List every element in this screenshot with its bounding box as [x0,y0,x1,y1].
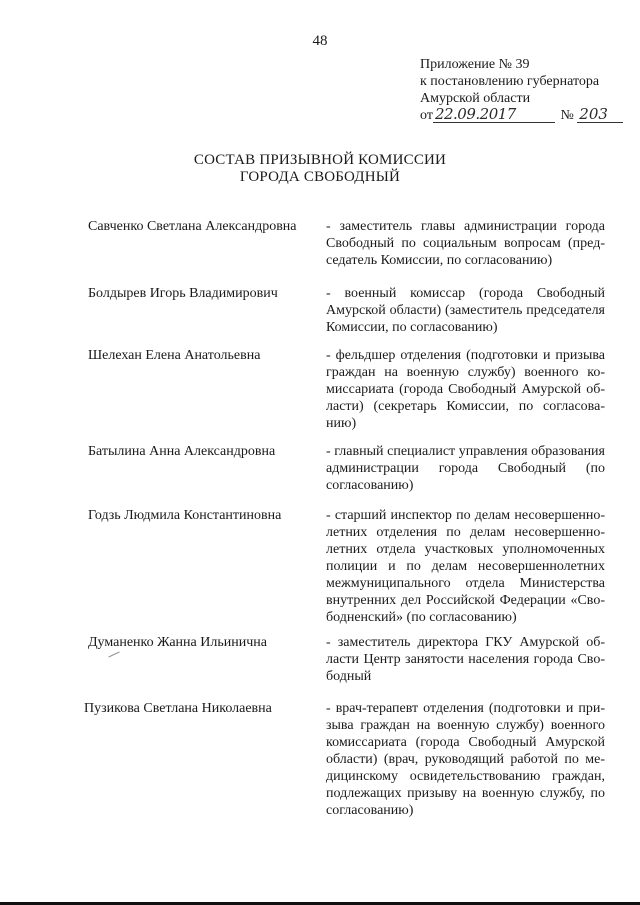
member-role-2: - военный комиссар (города Свободный Амурской области) (заместитель председателя Комиссии, по согласованию) [326,286,605,335]
member-role-5: - старший инспектор по делам несовершеннолетних отделения по делам несовершеннолетних отдела участковых уполномоченных полиции и по делам несовершеннолетних межмуниципального отдела Министерства внутренних дел Российской Федерации «Свободненский» (по согласованию) [326,508,605,625]
appendix-line-2: к постановлению губернатора [420,74,600,89]
member-name-7: Пузикова Светлана Николаевна [84,701,272,716]
title-line-2: ГОРОДА СВОБОДНЫЙ [239,169,401,185]
appendix-line-1: Приложение № 39 [420,57,530,72]
member-role-1: - заместитель главы администрации города Свободный по социальным вопросам (председатель Комиссии, по согласованию) [326,219,605,268]
member-name-3: Шелехан Елена Анатольевна [88,348,261,363]
appendix-date-row [420,107,630,124]
from-label: от [420,108,433,123]
appendix-line-3: Амурской области [420,91,531,106]
member-role-3: - фельдшер отделения (подготовки и призыва граждан на военную службу) военного комиссариата (города Свободный Амурской области) (секретарь Комиссии, по согласованию) [326,348,605,431]
member-role-6: - заместитель директора ГКУ Амурской области Центр занятости населения города Свободный [326,635,605,684]
member-role-4: - главный специалист управления образования администрации города Свободный (по согласованию) [326,444,605,493]
page-number: 48 [312,33,328,49]
handwritten-date: 22.09.2017 [433,107,555,123]
member-name-1: Савченко Светлана Александровна [88,219,297,234]
member-name-6: Думаненко Жанна Ильинична [88,635,267,650]
document-title [0,152,640,186]
member-name-2: Болдырев Игорь Владимирович [88,286,278,301]
pen-mark [108,652,119,658]
member-role-7: - врач-терапевт отделения (подготовки и призыва граждан на военную службу) военного комиссариата (города Свободный Амурской области) (врач, руководящий работой по медицинскому освидетельствованию граждан, подлежащих призыву на военную службу, по согласованию) [326,701,605,818]
member-name-5: Годзь Людмила Константиновна [88,508,282,523]
title-line-1: СОСТАВ ПРИЗЫВНОЙ КОМИССИИ [193,152,447,168]
member-name-4: Батылина Анна Александровна [88,444,276,459]
appendix-block [420,56,630,124]
handwritten-number: 203 [577,107,623,123]
number-label: № [560,108,574,123]
